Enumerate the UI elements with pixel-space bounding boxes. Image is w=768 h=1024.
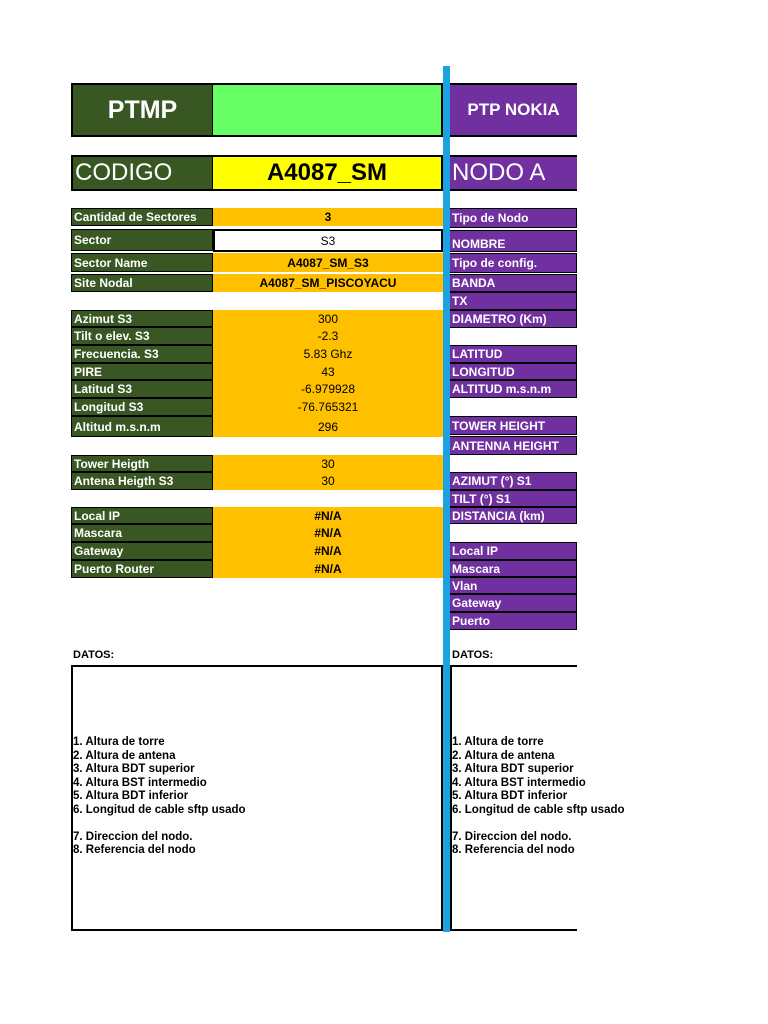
ptp-row-label: DISTANCIA (km) [450,507,577,524]
ptp-row-label: Local IP [450,542,577,560]
datos-item: 1. Altura de torre [452,736,544,748]
nodo-a-label: NODO A [450,155,577,191]
datos-item: 2. Altura de antena [452,749,555,762]
ptp-row-label: ANTENNA HEIGHT [450,436,577,455]
ptmp-row-value[interactable]: 30 [321,474,335,488]
datos-item: 6. Longitud de cable sftp usado [73,803,246,816]
ptmp-row-value[interactable]: A4087_SM_PISCOYACU [213,274,443,292]
datos-item: 8. Referencia del nodo [452,844,575,856]
ptmp-row-label: Cantidad de Sectores [71,208,213,226]
ptmp-row-value[interactable]: 43 [321,364,335,379]
ptmp-row-label: Latitud S3 [71,380,213,398]
ptmp-row-value[interactable]: -6.979928 [300,382,356,396]
ptp-row-label: TX [450,292,577,310]
datos-item: 7. Direccion del nodo. [73,830,193,843]
datos-item: 5. Altura BDT inferior [452,790,568,802]
ptp-row-label: Tipo de Nodo [450,208,577,228]
ptmp-row-value[interactable]: 3 [213,208,443,226]
ptmp-header-fill [213,83,443,137]
ptmp-row-label: Local IP [71,507,213,524]
ptmp-row-value[interactable]: 296 [317,419,339,434]
datos-item: 7. Direccion del nodo. [452,830,572,843]
ptp-row-label: Gateway [450,594,577,612]
ptmp-row-value[interactable]: 300 [317,311,339,326]
datos-list [452,736,625,858]
ptmp-row-value[interactable]: #N/A [314,544,342,558]
datos-item: 5. Altura BDT inferior [73,790,189,802]
ptmp-row-label: Mascara [71,524,213,542]
ptmp-row-label: Azimut S3 [71,310,213,327]
datos-label: DATOS: [73,649,115,661]
ptmp-row-value[interactable]: #N/A [314,526,342,540]
ptmp-row-value[interactable]: #N/A [314,508,342,523]
ptmp-row-label: Tower Heigth [71,455,213,472]
ptp-row-label: ALTITUD m.s.n.m [450,380,577,398]
ptmp-row-label: Tilt o elev. S3 [71,327,213,345]
datos-item: 6. Longitud de cable sftp usado [452,803,625,816]
ptmp-row-label: Gateway [71,542,213,560]
ptmp-row-label: Longitud S3 [71,398,213,416]
datos-item: 1. Altura de torre [73,736,165,748]
ptmp-row-label: Antena Heigth S3 [71,472,213,490]
ptmp-row-value[interactable]: 5.83 Ghz [303,347,353,361]
ptp-row-label: Tipo de config. [450,253,577,273]
datos-item: 2. Altura de antena [73,749,176,762]
ptp-row-label: NOMBRE [450,230,577,252]
ptp-row-label: Mascara [450,560,577,577]
codigo-label: CODIGO [71,155,214,191]
datos-label: DATOS: [452,649,494,661]
ptp-header: PTP NOKIA [450,83,577,137]
ptmp-row-value[interactable]: -2.3 [317,329,339,343]
datos-item: 8. Referencia del nodo [73,844,196,856]
ptp-row-label: TILT (°) S1 [450,490,577,507]
ptmp-row-label: Site Nodal [71,274,213,292]
datos-list [73,736,441,858]
datos-item: 4. Altura BST intermedio [452,776,586,789]
datos-item: 4. Altura BST intermedio [73,776,207,789]
datos-item: 3. Altura BDT superior [73,763,195,775]
ptmp-row-value[interactable]: A4087_SM_S3 [213,253,443,272]
sector-select[interactable]: S3 [213,229,443,252]
datos-item: 3. Altura BDT superior [452,763,574,775]
ptmp-row-label: Sector [71,229,213,251]
column-divider [443,66,450,932]
ptp-row-label: Vlan [450,577,577,594]
ptmp-row-label: Puerto Router [71,560,213,578]
ptmp-row-value[interactable]: #N/A [314,562,342,576]
ptp-row-label: DIAMETRO (Km) [450,310,577,328]
ptp-row-label: LATITUD [450,345,577,363]
ptp-row-label: Puerto [450,612,577,630]
codigo-value[interactable]: A4087_SM [213,155,443,191]
ptmp-row-label: PIRE [71,363,213,380]
ptp-row-label: AZIMUT (°) S1 [450,472,577,490]
ptmp-row-label: Altitud m.s.n.m [71,416,213,437]
ptmp-header: PTMP [71,83,214,137]
ptmp-row-label: Sector Name [71,253,213,272]
ptmp-row-label: Frecuencia. S3 [71,345,213,363]
ptp-row-label: LONGITUD [450,363,577,380]
ptp-row-label: BANDA [450,274,577,292]
ptp-row-label: TOWER HEIGHT [450,416,577,435]
ptmp-row-value[interactable]: -76.765321 [297,400,359,414]
ptmp-row-value[interactable]: 30 [321,456,335,471]
